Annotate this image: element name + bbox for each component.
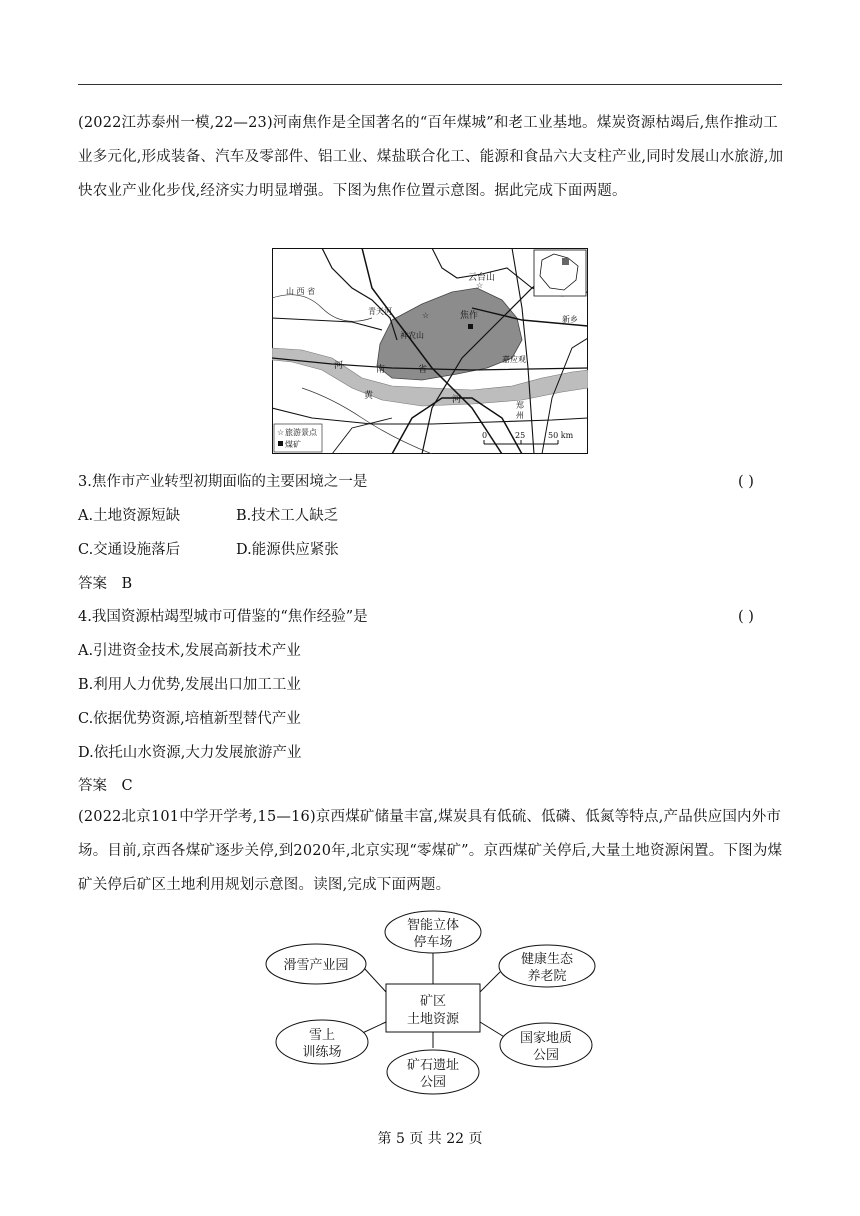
label-jiayingguan: 嘉应观 xyxy=(502,355,526,364)
label-henan-1: 河 xyxy=(334,361,344,371)
label-yuntaishan: 云台山 xyxy=(468,273,496,283)
scenic-icon: ☆ xyxy=(476,281,484,290)
bottom-label-2: 公园 xyxy=(419,1075,447,1090)
q3-option-a: A.土地资源短缺 xyxy=(78,508,181,524)
center-label-1: 矿区 xyxy=(419,994,447,1009)
q4-stem: 4.我国资源枯竭型城市可借鉴的“焦作经验”是 xyxy=(78,609,368,625)
scale-0: 0 xyxy=(482,431,488,440)
q3-answer: 答案 B xyxy=(78,576,133,592)
label-shennongshan: 神农山 xyxy=(400,331,424,340)
land-use-diagram xyxy=(260,908,606,1098)
page-number: 第 5 页 共 22 页 xyxy=(377,1131,483,1147)
svg-text:☆: ☆ xyxy=(277,428,285,437)
scale-50: 50 km xyxy=(548,431,574,440)
right-top-label-2: 养老院 xyxy=(527,969,567,984)
label-zhengzhou-1: 郑 xyxy=(516,401,524,410)
q3-option-c: C.交通设施落后 xyxy=(78,542,181,558)
q4-answer: 答案 C xyxy=(78,778,133,794)
label-henan-3: 省 xyxy=(418,365,428,375)
legend-scenic-label: 旅游景点 xyxy=(285,428,317,437)
left-label: 滑雪产业园 xyxy=(283,958,349,973)
top-label-1: 智能立体 xyxy=(406,918,460,933)
q4-answer-paren: ( ) xyxy=(738,609,754,625)
left-bottom-label-1: 雪上 xyxy=(308,1028,336,1043)
right-top-label-1: 健康生态 xyxy=(520,952,574,967)
left-bottom-label-2: 训练场 xyxy=(302,1045,342,1060)
q3-option-b: B.技术工人缺乏 xyxy=(236,508,339,524)
label-henan-2: 南 xyxy=(376,365,386,375)
jiaozuo-location-map xyxy=(272,248,588,454)
q4-option-d: D.依托山水资源,大力发展旅游产业 xyxy=(78,745,302,761)
q3-option-d: D.能源供应紧张 xyxy=(236,542,339,558)
bottom-label-1: 矿石遗址 xyxy=(406,1058,460,1073)
label-river-2: 河 xyxy=(452,395,462,405)
center-label-2: 土地资源 xyxy=(406,1012,460,1027)
q4-option-a: A.引进资金技术,发展高新技术产业 xyxy=(78,643,301,659)
label-shanxi: 山 西 省 xyxy=(286,287,316,296)
passage-1: (2022江苏泰州一模,22—23)河南焦作是全国著名的“百年煤城”和老工业基地。煤炭资源枯竭后,焦作推动工业多元化,形成装备、汽车及零部件、铝工业、煤盐联合化工、能源和食品六大支柱产业,同时发展山水旅游,加快农业产业化步伐,经济实力明显增强。下图为焦作位置示意图。据此完成下面两题。 xyxy=(78,115,784,199)
right-bottom-label-2: 公园 xyxy=(532,1048,560,1063)
label-xinxiang: 新乡 xyxy=(562,315,578,324)
q3-answer-paren: ( ) xyxy=(738,474,754,490)
header-rule xyxy=(78,84,782,85)
right-bottom-label-1: 国家地质 xyxy=(519,1031,573,1046)
q3-stem: 3.焦作市产业转型初期面临的主要困境之一是 xyxy=(78,474,368,490)
q4-option-c: C.依据优势资源,培植新型替代产业 xyxy=(78,711,301,727)
legend-coal-label: 煤矿 xyxy=(285,440,301,449)
label-zhengzhou-2: 州 xyxy=(516,411,524,420)
label-qingtianhe: 青天河 xyxy=(368,307,392,316)
scale-25: 25 xyxy=(515,431,526,440)
q4-option-b: B.利用人力优势,发展出口加工工业 xyxy=(78,677,301,693)
label-jiaozuo: 焦作 xyxy=(460,311,479,321)
top-label-2: 停车场 xyxy=(413,935,453,950)
label-river-1: 黄 xyxy=(364,391,374,401)
scenic-icon: ☆ xyxy=(422,311,430,320)
passage-2: (2022北京101中学开学考,15—16)京西煤矿储量丰富,煤炭具有低硫、低磷、低氮等特点,产品供应国内外市场。目前,京西各煤矿逐步关停,到2020年,北京实现“零煤矿”。京西煤矿关停后,大量土地资源闲置。下图为煤矿关停后矿区土地利用规划示意图。读图,完成下面两题。 xyxy=(78,809,783,893)
